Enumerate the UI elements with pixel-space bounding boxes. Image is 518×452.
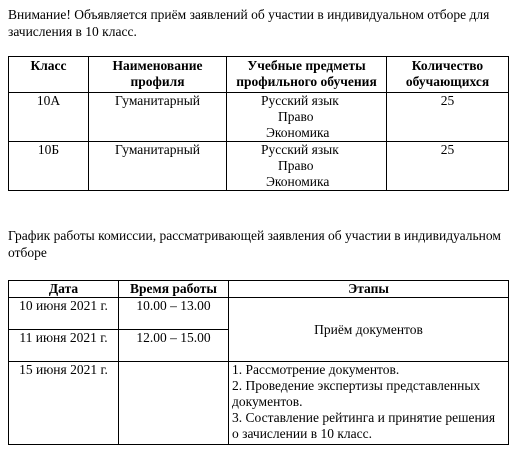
cell-profile: Гуманитарный [89,142,227,191]
cell-stage-merged: Приём документов [229,298,509,362]
subject-item: Экономика [266,125,330,140]
column-header-class: Класс [9,57,89,93]
cell-date: 10 июня 2021 г. [9,298,119,330]
subject-item: Право [278,109,314,124]
stage-item: 1. Рассмотрение документов. [232,362,400,377]
column-header-count: Количество обучающихся [387,57,509,93]
stage-item: 2. Проведение экспертизы представленных документов. [232,378,481,409]
subject-item: Право [278,158,314,173]
cell-time: 10.00 – 13.00 [119,298,229,330]
column-header-date: Дата [9,281,119,298]
cell-stage-list [229,362,509,445]
cell-date: 15 июня 2021 г. [9,362,119,445]
cell-count: 25 [387,93,509,142]
cell-class: 10А [9,93,89,142]
column-header-subjects: Учебные предметы профильного обучения [227,57,387,93]
cell-profile: Гуманитарный [89,93,227,142]
subject-item: Русский язык [261,142,339,157]
schedule-table [8,280,509,445]
table-row [9,142,509,191]
cell-subjects [227,93,387,142]
cell-time [119,362,229,445]
column-header-profile: Наименование профиля [89,57,227,93]
table-row [9,362,509,445]
classes-table [8,56,509,191]
subject-item: Русский язык [261,93,339,108]
stage-item: 3. Составление рейтинга и принятие решения о зачислении в 10 класс. [232,410,496,441]
table-header-row [9,57,509,93]
cell-subjects [227,142,387,191]
cell-date: 11 июня 2021 г. [9,330,119,362]
column-header-stages: Этапы [229,281,509,298]
schedule-heading: График работы комиссии, рассматривающей заявления об участии в индивидуальном отборе [8,228,501,260]
subject-item: Экономика [266,174,330,189]
cell-class: 10Б [9,142,89,191]
table-row [9,93,509,142]
table-header-row [9,281,509,298]
cell-count: 25 [387,142,509,191]
column-header-time: Время работы [119,281,229,298]
cell-time: 12.00 – 15.00 [119,330,229,362]
notice-text: Внимание! Объявляется приём заявлений об участии в индивидуальном отборе для зачисления в 10 класс. [8,7,490,39]
table-row [9,298,509,330]
